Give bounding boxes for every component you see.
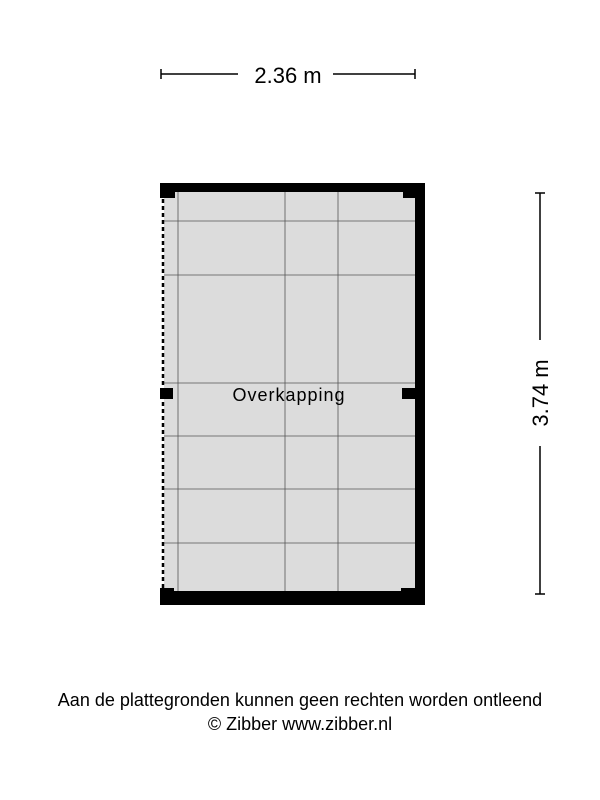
room-label: Overkapping	[232, 385, 346, 405]
height-dimension-label: 3.74 m	[528, 359, 553, 427]
disclaimer-text: Aan de plattegronden kunnen geen rechten worden ontleend	[57, 690, 543, 710]
post-middle-right	[402, 388, 417, 399]
post-top-right	[403, 185, 418, 198]
post-top-left	[160, 185, 175, 198]
wall-bottom	[160, 591, 425, 605]
post-bottom-left	[160, 588, 174, 600]
wall-top	[160, 183, 425, 192]
width-dimension	[161, 63, 415, 88]
copyright-text: © Zibber www.zibber.nl	[207, 714, 393, 734]
width-dimension-label: 2.36 m	[254, 63, 322, 88]
height-dimension	[528, 193, 553, 594]
post-middle-left	[160, 388, 173, 399]
post-bottom-right	[401, 588, 417, 598]
